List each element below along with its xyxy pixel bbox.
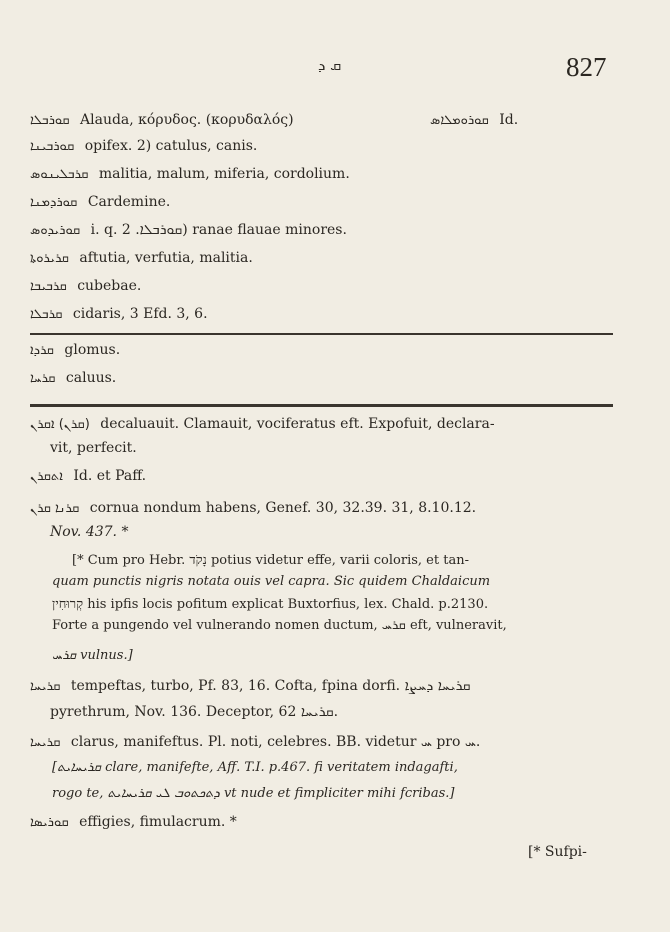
syriac-word: ܩܪܕܐ: [30, 343, 54, 358]
section-mark: ܩ ܕ: [318, 56, 342, 74]
entry-line: [30, 278, 141, 294]
entry-text: Nov. 437. *: [50, 524, 129, 540]
syriac-word: ܩܘܪܘܡܠܐܣ: [430, 113, 489, 128]
syriac-word: ܩܘܪܝܕܘܣ: [30, 223, 81, 238]
entry-text: vit, perfecit.: [50, 440, 137, 456]
syriac-word: ܩܪܢܐ ܩܪܢ: [30, 501, 80, 516]
entry-line: [30, 166, 350, 182]
entry-line: [30, 250, 253, 266]
divider-rule: [30, 333, 613, 335]
note-text: rogo te, ܕܬܟܬܘܒ ܠܝ ܩܪܝܚܐܝܬ vt nude et fimpliciter mihi fcribas.]: [52, 786, 455, 801]
catchword: [* Sufpi-: [528, 844, 587, 860]
note-line: [52, 760, 458, 775]
entry-line: [30, 222, 347, 238]
entry-line: [30, 306, 208, 322]
entry-text: Id. et Paff.: [73, 468, 147, 484]
syriac-word: ܩܪܒܠܐ: [30, 307, 63, 322]
syriac-word: ܩܘܪܒܝܢܐ: [30, 139, 75, 154]
syriac-word: ܩܪܒܝܒܐ: [30, 279, 67, 294]
entry-text: i. q. ܩܘܪܒܠܐ. 2) ranae flauae minores.: [90, 222, 347, 238]
entry-line: [30, 524, 128, 540]
note-line: [72, 552, 469, 568]
entry-text: Cardemine.: [87, 194, 171, 210]
entry-line: [30, 704, 338, 720]
entry-line: [30, 370, 116, 386]
syriac-word: ܐܬܩܪܢ: [30, 469, 63, 484]
note-line: [52, 786, 455, 801]
page-number: 827: [566, 52, 607, 82]
syriac-word: ܩܘܪܝܣܐ: [30, 815, 69, 830]
entry-text: Alauda, κόρυδος. (κορυδαλός): [80, 112, 294, 128]
entry-text: glomus.: [64, 342, 121, 358]
note-text: קְרוּחִין his ipfis locis pofitum explicat Buxtorfius, lex. Chald. p.2130.: [52, 597, 489, 612]
syriac-word: ܩܪܝܪܘܬܐ: [30, 251, 69, 266]
entry-line: [30, 678, 470, 694]
entry-line: [30, 440, 137, 456]
note-text: [ܩܪܝܚܐܝܬ clare, manifefte, Aff. T.I. p.467. fi veritatem indagafti,: [52, 760, 458, 775]
entry-text: tempeftas, turbo, Pf. 83, 16. Cofta, fpina dorfi. ܩܪܝܚܐ ܕܚܨܐ: [70, 678, 471, 694]
syriac-word: (ܩܪܢ) ܐܩܪܢ: [30, 417, 90, 432]
note-text: [* Cum pro Hebr. נָקֹד potius videtur effe, varii coloris, et tan-: [72, 553, 469, 568]
entry-line: [30, 138, 257, 154]
entry-line: [30, 734, 480, 750]
note-line: [52, 648, 133, 663]
entry-line: [30, 500, 476, 516]
entry-line: [30, 112, 294, 128]
entry-line: [30, 468, 146, 484]
entry-text: cornua nondum habens, Genef. 30, 32.39. 31, 8.10.12.: [89, 500, 477, 516]
entry-text: decaluauit. Clamauit, vociferatus eft. Expofuit, declara-: [100, 416, 495, 432]
entry-text: aftutia, verfutia, malitia.: [79, 250, 253, 266]
entry-line: [30, 416, 495, 432]
entry-text: malitia, malum, miferia, cordolium.: [98, 166, 350, 182]
entry-text: clarus, manifeftus. Pl. noti, celebres. BB. videtur ܚ pro ܚ.: [70, 734, 481, 750]
entry-text: cubebae.: [77, 278, 142, 294]
entry-line: [30, 342, 120, 358]
note-text: quam punctis nigris notata ouis vel capra. Sic quidem Chaldaicum: [52, 574, 491, 589]
entry-text: effigies, fimulacrum. *: [79, 814, 237, 830]
note-line: [52, 596, 488, 612]
entry-text: Id.: [499, 112, 519, 128]
entry-text: cidaris, 3 Efd. 3, 6.: [72, 306, 208, 322]
syriac-word: ܩܘܪܒܠܐ: [30, 113, 70, 128]
syriac-word: ܩܪܒܠܝܢܘܣ: [30, 167, 89, 182]
syriac-word: ܩܪܝܚܐ: [30, 735, 61, 750]
entry-line: [30, 814, 237, 830]
syriac-word: ܩܪܝܚܐ: [30, 679, 61, 694]
entry-text: caluus.: [65, 370, 117, 386]
note-line: [52, 618, 507, 633]
note-line: [52, 574, 490, 589]
note-text: ܩܪܚ vulnus.]: [52, 648, 133, 663]
entry-line: [30, 194, 170, 210]
entry-text: pyrethrum, Nov. 136. Deceptor, ܩܪܝܚܐ 62.: [50, 704, 339, 720]
syriac-word: ܩܘܪܕܡܢܐ: [30, 195, 78, 210]
entry-line: [430, 112, 518, 128]
entry-text: opifex. 2) catulus, canis.: [84, 138, 258, 154]
note-text: Forte a pungendo vel vulnerando nomen ductum, ܩܪܚ eft, vulneravit,: [52, 618, 507, 633]
syriac-word: ܩܪܚܐ: [30, 371, 56, 386]
divider-rule: [30, 404, 613, 407]
